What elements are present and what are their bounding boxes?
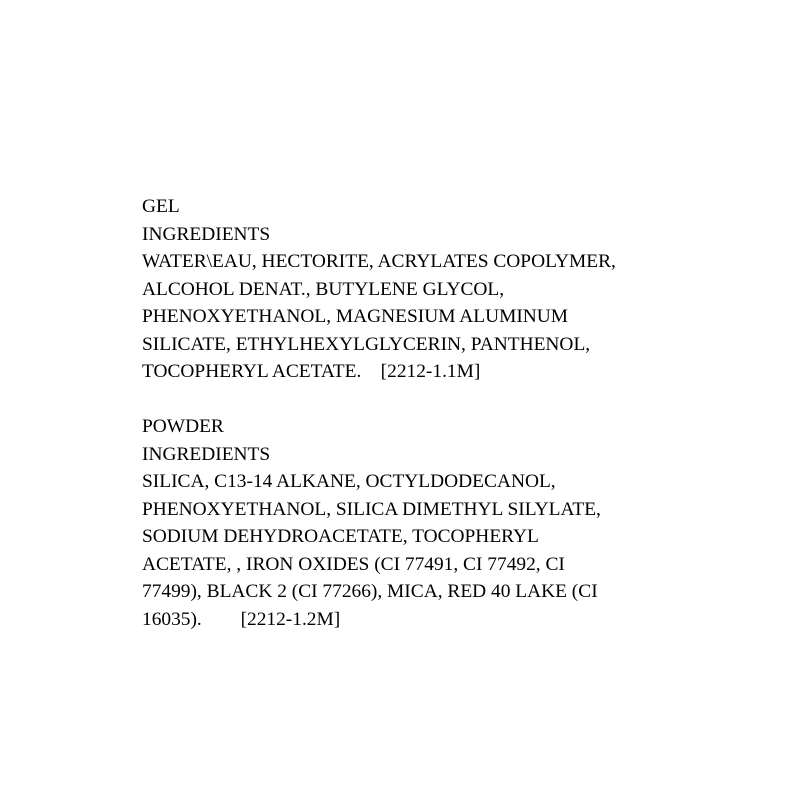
powder-ingredients-line: SODIUM DEHYDROACETATE, TOCOPHERYL [142,526,539,547]
gel-ingredients-line: SILICATE, ETHYLHEXYLGLYCERIN, PANTHENOL, [142,333,591,355]
powder-section [142,413,702,633]
ingredients-document [142,193,702,633]
gel-ingredients-line: TOCOPHERYL ACETATE. [2212-1.1M] [142,361,481,382]
powder-heading: POWDER [142,416,224,437]
gel-heading: GEL [142,196,180,217]
powder-ingredients-heading: INGREDIENTS [142,443,271,465]
gel-section [142,193,702,386]
section-spacer [142,386,702,414]
powder-ingredients-line: 77499), BLACK 2 (CI 77266), MICA, RED 40 LAKE (CI [142,581,598,602]
gel-ingredients-line: PHENOXYETHANOL, MAGNESIUM ALUMINUM [142,306,569,327]
powder-ingredients-line: ACETATE, , IRON OXIDES (CI 77491, CI 77492, CI [142,553,565,575]
powder-ingredients-line: 16035). [2212-1.2M] [142,608,341,630]
gel-ingredients-line: WATER\EAU, HECTORITE, ACRYLATES COPOLYMER, [142,251,616,272]
powder-ingredients-line: PHENOXYETHANOL, SILICA DIMETHYL SILYLATE, [142,498,601,520]
powder-ingredients-line: SILICA, C13-14 ALKANE, OCTYLDODECANOL, [142,471,556,492]
gel-ingredients-line: ALCOHOL DENAT., BUTYLENE GLYCOL, [142,278,505,300]
gel-ingredients-heading: INGREDIENTS [142,223,271,245]
